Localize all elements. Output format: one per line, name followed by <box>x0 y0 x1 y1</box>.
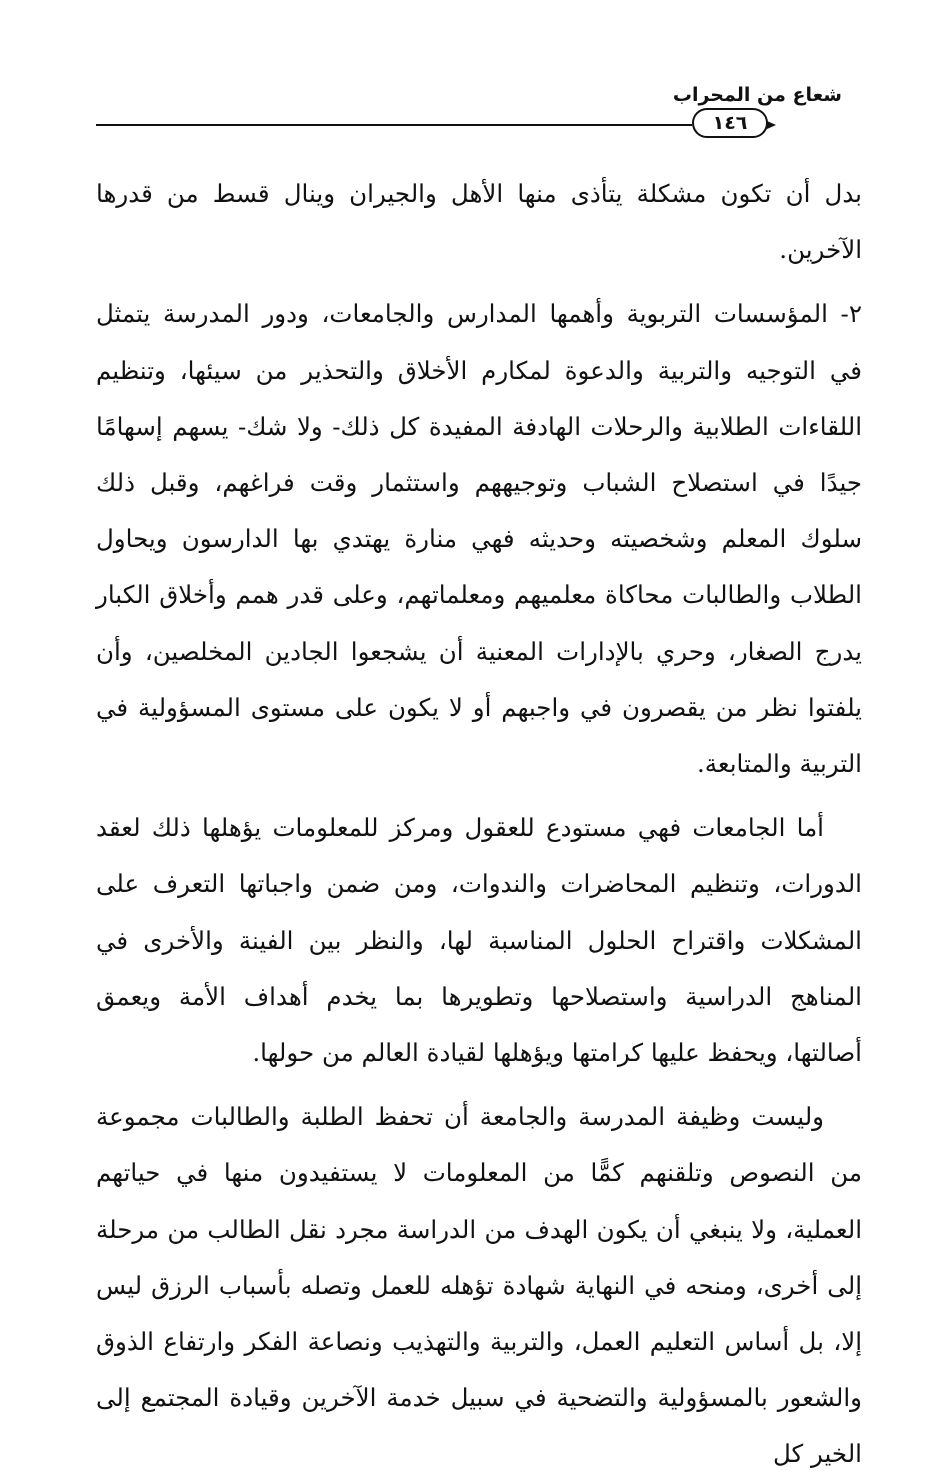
page-number: ١٤٦ <box>692 108 768 138</box>
paragraph-2: ٢- المؤسسات التربوية وأهمها المدارس والجامعات، ودور المدرسة يتمثل في التوجيه والتربية والدعوة لمكارم الأخلاق والتحذير من سيئها، وتنظيم اللقاءات الطلابية والرحلات الهادفة المفيدة كل ذلك- ولا شك- يسهم إسهامًا جيدًا في استصلاح الشباب وتوجيههم واستثمار وقت فراغهم، وقبل ذلك سلوك المعلم وشخصيته وحديثه فهي منارة يهتدي بها الدارسون ويحاول الطلاب والطالبات محاكاة معلميهم ومعلماتهم، وعلى قدر همم وأخلاق الكبار يدرج الصغار، وحري بالإدارات المعنية أن يشجعوا الجادين المخلصين، وأن يلفتوا نظر من يقصرون في واجبهم أو لا يكون على مستوى المسؤولية في التربية والمتابعة. <box>96 299 862 779</box>
paragraph-1: بدل أن تكون مشكلة يتأذى منها الأهل والجيران وينال قسط من قدرها الآخرين. <box>96 179 862 265</box>
paragraph-4: وليست وظيفة المدرسة والجامعة أن تحفظ الطلبة والطالبات مجموعة من النصوص وتلقنهم كمًّا من المعلومات لا يستفيدون منها في حياتهم العملية، ولا ينبغي أن يكون الهدف من الدراسة مجرد نقل الطالب من مرحلة إلى أخرى، ومنحه في النهاية شهادة تؤهله للعمل وتصله بأسباب الرزق ليس إلا، بل أساس التعليم العمل، والتربية والتهذيب ونصاعة الفكر وارتفاع الذوق والشعور بالمسؤولية والتضحية في سبيل خدمة الآخرين وقيادة المجتمع إلى الخير كل <box>96 1102 862 1469</box>
body-text <box>96 166 862 1483</box>
running-title: شعاع من المحراب <box>672 84 842 106</box>
header-rule <box>96 124 692 126</box>
paragraph-3: أما الجامعات فهي مستودع للعقول ومركز للمعلومات يؤهلها ذلك لعقد الدورات، وتنظيم المحاضرات والندوات، ومن ضمن واجباتها التعرف على المشكلات واقتراح الحلول المناسبة لها، والنظر بين الفينة والأخرى في المناهج الدراسية واستصلاحها وتطويرها بما يخدم أهداف الأمة ويعمق أصالتها، ويحفظ عليها كرامتها ويؤهلها لقيادة العالم من حولها. <box>96 813 862 1068</box>
